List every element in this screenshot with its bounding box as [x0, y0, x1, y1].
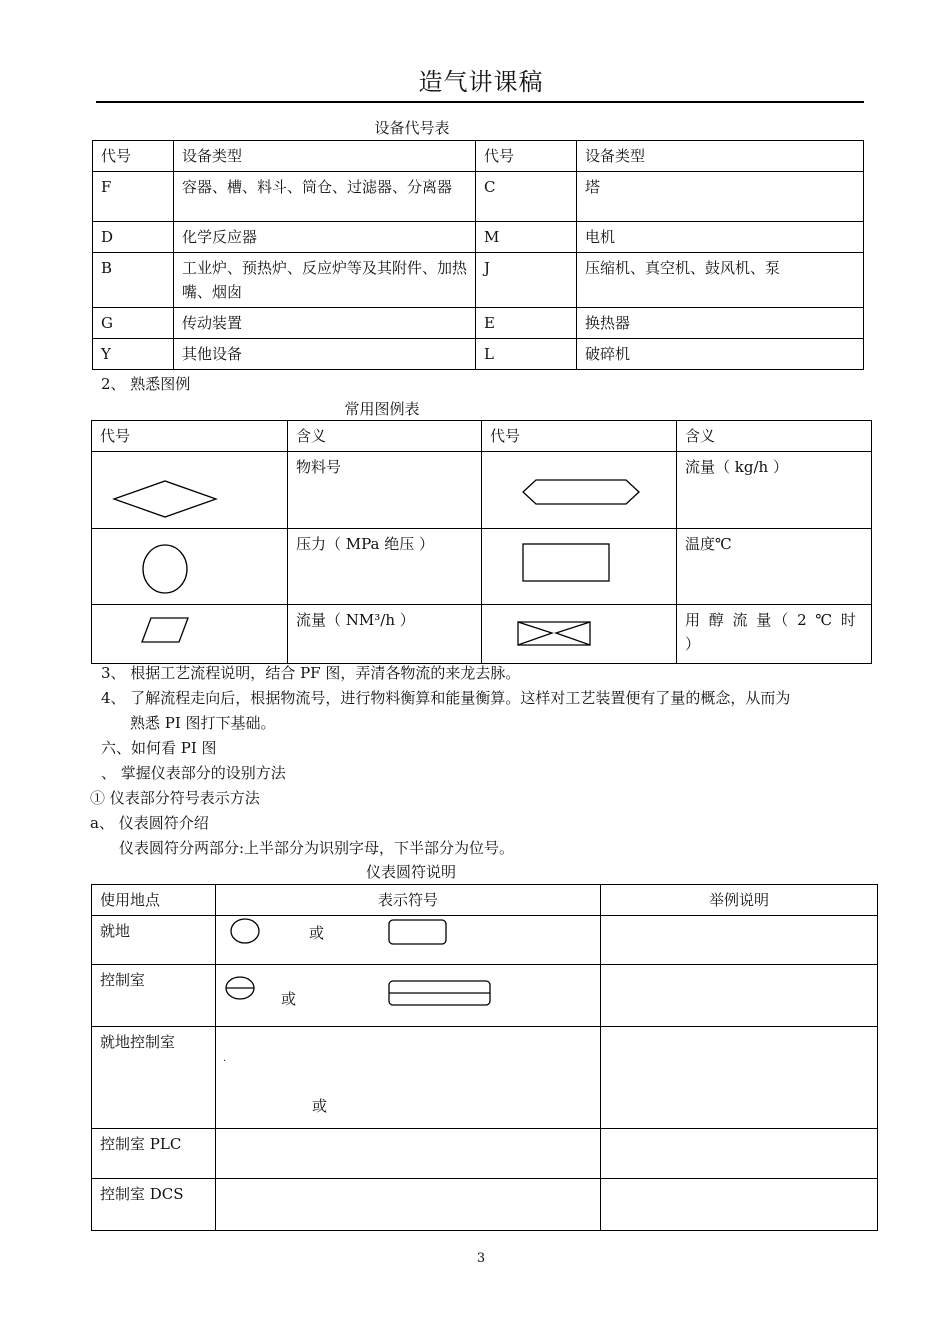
or-label: 或 [281, 990, 297, 1008]
table-row [92, 916, 878, 965]
diamond-icon [92, 452, 287, 528]
local-instrument-symbols [216, 916, 600, 964]
symbol-cell [216, 1027, 601, 1129]
instrument-table-caption: 仪表圆符说明 [365, 863, 456, 881]
table-cell: D [93, 222, 174, 253]
table-cell: Y [93, 339, 174, 370]
or-label: 或 [312, 1097, 328, 1115]
paragraph-item-4: 4、 了解流程走向后，根据物流号，进行物料衡算和能量衡算。这样对工艺装置便有了量的概念，从而为 [101, 689, 791, 707]
table-cell: 换热器 [577, 308, 864, 339]
table-row [92, 965, 878, 1027]
table-cell: G [93, 308, 174, 339]
table-cell: C [476, 172, 577, 222]
table-cell: 传动装置 [174, 308, 476, 339]
page-number: 3 [476, 1251, 486, 1266]
legend-symbol-cell [92, 605, 288, 664]
table-cell: 用 醇 流 量（ 2 ℃ 时 ） [677, 605, 872, 664]
column-header: 代号 [476, 141, 577, 172]
equipment-table [92, 140, 864, 370]
paragraph: 仪表圆符分两部分:上半部分为识别字母，下半部分为位号。 [119, 839, 515, 857]
legend-table [91, 420, 872, 664]
equipment-table-caption: 设备代号表 [374, 119, 450, 137]
or-label: 或 [309, 924, 325, 942]
legend-symbol-cell [482, 452, 677, 529]
column-header: 含义 [677, 421, 872, 452]
table-cell: 其他设备 [174, 339, 476, 370]
column-header: 设备类型 [577, 141, 864, 172]
rounded-rect-instrument-icon [389, 920, 446, 944]
legend-symbol-cell [92, 529, 288, 605]
table-cell [601, 1027, 878, 1129]
column-header: 举例说明 [601, 885, 878, 916]
subsection-heading: ① 仪表部分符号表示方法 [90, 789, 260, 807]
table-cell: L [476, 339, 577, 370]
page-title: 造气讲课稿 [418, 68, 544, 96]
stray-dot: . [223, 1053, 227, 1064]
symbol-cell [216, 916, 601, 965]
table-row [93, 172, 864, 222]
table-row [93, 253, 864, 308]
table-row [93, 339, 864, 370]
table-cell: M [476, 222, 577, 253]
table-cell: 就地控制室 [92, 1027, 216, 1129]
table-row [92, 1027, 878, 1129]
parallelogram-icon [92, 605, 287, 663]
instrument-table [91, 884, 878, 1231]
column-header: 表示符号 [216, 885, 601, 916]
table-row [93, 308, 864, 339]
table-cell: 就地 [92, 916, 216, 965]
table-cell: 控制室 [92, 965, 216, 1027]
subsection-heading: 、 掌握仪表部分的设别方法 [101, 764, 286, 782]
table-row [93, 222, 864, 253]
table-header-row [92, 421, 872, 452]
control-room-symbols [216, 965, 600, 1026]
circle-instrument-icon [231, 919, 259, 943]
table-cell: 控制室 PLC [92, 1129, 216, 1179]
paragraph-item-4-continued: 熟悉 PI 图打下基础。 [130, 714, 276, 732]
table-cell: 流量（ kg/h ） [677, 452, 872, 529]
table-cell [601, 965, 878, 1027]
table-header-row [93, 141, 864, 172]
table-header-row [92, 885, 878, 916]
column-header: 使用地点 [92, 885, 216, 916]
table-cell: 化学反应器 [174, 222, 476, 253]
hexagon-icon [482, 452, 677, 528]
table-cell: J [476, 253, 577, 308]
column-header: 含义 [288, 421, 482, 452]
table-cell: 流量（ NM³/h ） [288, 605, 482, 664]
table-cell [601, 1179, 878, 1231]
table-cell: 工业炉、预热炉、反应炉等及其附件、加热嘴、烟囱 [174, 253, 476, 308]
table-cell: 电机 [577, 222, 864, 253]
table-cell: 容器、槽、料斗、筒仓、过滤器、分离器 [174, 172, 476, 222]
table-row [92, 1129, 878, 1179]
legend-symbol-cell [482, 605, 677, 664]
bowtie-icon [482, 605, 677, 663]
table-cell: 物料号 [288, 452, 482, 529]
symbol-cell [216, 1129, 601, 1179]
table-cell: F [93, 172, 174, 222]
table-cell: 压缩机、真空机、鼓风机、泵 [577, 253, 864, 308]
subsection-heading: a、 仪表圆符介绍 [90, 814, 209, 832]
column-header: 代号 [92, 421, 288, 452]
section-heading: 2、 熟悉图例 [101, 375, 191, 393]
table-cell: E [476, 308, 577, 339]
table-cell [601, 916, 878, 965]
table-row [92, 529, 872, 605]
header-divider [96, 101, 864, 103]
symbol-cell [216, 1179, 601, 1231]
table-cell: 压力（ MPa 绝压 ） [288, 529, 482, 605]
table-cell: 温度℃ [677, 529, 872, 605]
column-header: 设备类型 [174, 141, 476, 172]
table-row [92, 1179, 878, 1231]
legend-symbol-cell [482, 529, 677, 605]
table-cell: 塔 [577, 172, 864, 222]
table-cell: 破碎机 [577, 339, 864, 370]
legend-symbol-cell [92, 452, 288, 529]
rectangle-icon [482, 529, 677, 604]
column-header: 代号 [93, 141, 174, 172]
table-cell [601, 1129, 878, 1179]
table-row [92, 605, 872, 664]
ellipse-icon [92, 529, 287, 604]
symbol-cell [216, 965, 601, 1027]
column-header: 代号 [482, 421, 677, 452]
legend-table-caption: 常用图例表 [344, 400, 420, 418]
section-heading: 六、如何看 PI 图 [101, 739, 217, 757]
table-cell: B [93, 253, 174, 308]
table-cell: 控制室 DCS [92, 1179, 216, 1231]
paragraph-item-3: 3、 根据工艺流程说明，结合 PF 图，弄清各物流的来龙去脉。 [101, 664, 521, 682]
table-row [92, 452, 872, 529]
